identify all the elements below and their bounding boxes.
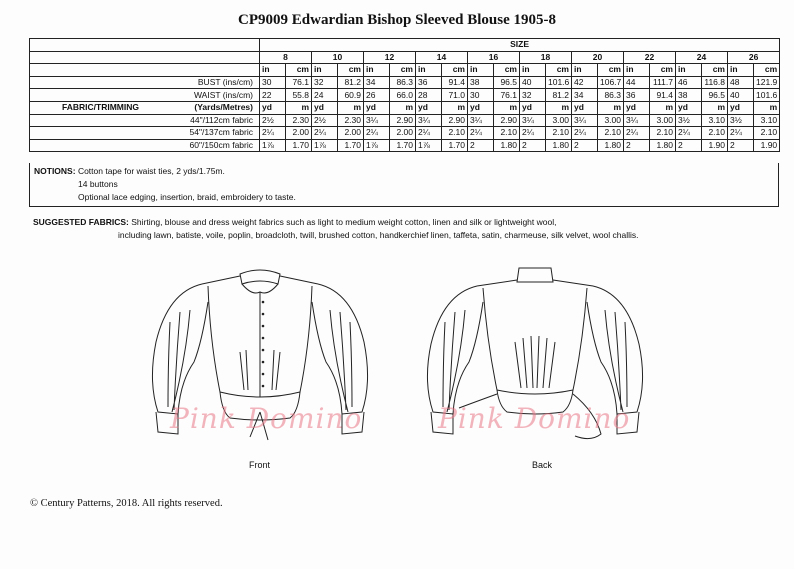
fabric-row bbox=[30, 139, 780, 152]
waist-in: 22 bbox=[260, 89, 286, 102]
fabric-header-row bbox=[30, 101, 780, 114]
fabric-m: 1.70 bbox=[286, 139, 312, 152]
fabric-yd: 2¼ bbox=[520, 127, 546, 140]
fabric-m: 2.00 bbox=[338, 127, 364, 140]
fabric-m: 2.90 bbox=[442, 114, 468, 127]
notions-label: NOTIONS: bbox=[34, 166, 76, 176]
suggested-label: SUGGESTED FABRICS: bbox=[33, 217, 129, 227]
fabric-m: 2.10 bbox=[546, 127, 572, 140]
fabric-yd: 2¼ bbox=[468, 127, 494, 140]
size-number: 20 bbox=[572, 51, 624, 64]
bust-cm: 81.2 bbox=[338, 76, 364, 89]
fabric-yd: 2¼ bbox=[364, 127, 390, 140]
fabric-m: 2.10 bbox=[754, 127, 780, 140]
bust-in: 46 bbox=[676, 76, 702, 89]
size-number: 10 bbox=[312, 51, 364, 64]
unit-yd: yd bbox=[676, 101, 702, 114]
waist-cm: 66.0 bbox=[390, 89, 416, 102]
fabric-m: 3.00 bbox=[546, 114, 572, 127]
fabric-yd: 2 bbox=[728, 139, 754, 152]
unit-yd: yd bbox=[728, 101, 754, 114]
bust-cm: 91.4 bbox=[442, 76, 468, 89]
size-number: 24 bbox=[676, 51, 728, 64]
unit-m: m bbox=[494, 101, 520, 114]
fabric-m: 2.90 bbox=[390, 114, 416, 127]
unit-cm: cm bbox=[494, 64, 520, 77]
size-number-row bbox=[30, 51, 780, 64]
fabric-trimming-label: FABRIC/TRIMMING bbox=[62, 102, 139, 113]
unit-yd: yd bbox=[260, 101, 286, 114]
bust-cm: 96.5 bbox=[494, 76, 520, 89]
fabric-row bbox=[30, 127, 780, 140]
unit-m: m bbox=[702, 101, 728, 114]
bust-label: BUST (ins/cm) bbox=[30, 76, 260, 89]
fabric-m: 3.00 bbox=[598, 114, 624, 127]
blank-cell bbox=[30, 51, 260, 64]
blank-cell bbox=[30, 64, 260, 77]
watermark-back: Pink Domino bbox=[438, 402, 631, 435]
fabric-yd: 3¼ bbox=[624, 114, 650, 127]
bust-in: 38 bbox=[468, 76, 494, 89]
waist-cm: 96.5 bbox=[702, 89, 728, 102]
waist-in: 26 bbox=[364, 89, 390, 102]
suggested-fabrics bbox=[33, 216, 773, 242]
fabric-row bbox=[30, 114, 780, 127]
fabric-yd: 1⅞ bbox=[364, 139, 390, 152]
fabric-width-label: 44"/112cm fabric bbox=[30, 114, 260, 127]
unit-cm: cm bbox=[702, 64, 728, 77]
fabric-yd: 1⅞ bbox=[260, 139, 286, 152]
fabric-yd: 2¼ bbox=[728, 127, 754, 140]
bust-in: 32 bbox=[312, 76, 338, 89]
bust-cm: 86.3 bbox=[390, 76, 416, 89]
fabric-yd: 3¼ bbox=[468, 114, 494, 127]
unit-in: in bbox=[260, 64, 286, 77]
fabric-m: 3.10 bbox=[702, 114, 728, 127]
unit-in: in bbox=[624, 64, 650, 77]
fabric-yd: 2¼ bbox=[416, 127, 442, 140]
fabric-yd: 2¼ bbox=[676, 127, 702, 140]
waist-label: WAIST (ins/cm) bbox=[30, 89, 260, 102]
bust-in: 34 bbox=[364, 76, 390, 89]
fabric-yd: 3¼ bbox=[364, 114, 390, 127]
back-caption: Back bbox=[532, 460, 553, 470]
unit-in: in bbox=[468, 64, 494, 77]
unit-row bbox=[30, 64, 780, 77]
fabric-m: 1.90 bbox=[754, 139, 780, 152]
unit-yd: yd bbox=[520, 101, 546, 114]
size-header-row bbox=[30, 39, 780, 52]
waist-in: 32 bbox=[520, 89, 546, 102]
fabric-yd: 3½ bbox=[728, 114, 754, 127]
fabric-yd: 2 bbox=[572, 139, 598, 152]
unit-cm: cm bbox=[598, 64, 624, 77]
front-caption: Front bbox=[249, 460, 271, 470]
unit-cm: cm bbox=[754, 64, 780, 77]
fabric-m: 2.10 bbox=[442, 127, 468, 140]
yards-metres-label: (Yards/Metres) bbox=[194, 102, 253, 113]
size-chart-table bbox=[29, 38, 780, 152]
unit-m: m bbox=[338, 101, 364, 114]
copyright-notice: © Century Patterns, 2018. All rights reserved. bbox=[30, 498, 223, 509]
blank-cell bbox=[30, 39, 260, 52]
unit-in: in bbox=[416, 64, 442, 77]
fabric-m: 2.30 bbox=[286, 114, 312, 127]
fabric-yd: 2 bbox=[676, 139, 702, 152]
fabric-yd: 3¼ bbox=[520, 114, 546, 127]
unit-m: m bbox=[598, 101, 624, 114]
fabric-m: 1.70 bbox=[390, 139, 416, 152]
size-number: 16 bbox=[468, 51, 520, 64]
fabric-yd: 2 bbox=[520, 139, 546, 152]
waist-cm: 91.4 bbox=[650, 89, 676, 102]
waist-in: 36 bbox=[624, 89, 650, 102]
fabric-m: 1.70 bbox=[338, 139, 364, 152]
unit-cm: cm bbox=[286, 64, 312, 77]
fabric-yd: 1⅞ bbox=[416, 139, 442, 152]
fabric-yd: 3¼ bbox=[572, 114, 598, 127]
fabric-m: 2.90 bbox=[494, 114, 520, 127]
waist-in: 24 bbox=[312, 89, 338, 102]
fabric-m: 3.10 bbox=[754, 114, 780, 127]
waist-cm: 81.2 bbox=[546, 89, 572, 102]
unit-cm: cm bbox=[650, 64, 676, 77]
size-number: 22 bbox=[624, 51, 676, 64]
waist-cm: 60.9 bbox=[338, 89, 364, 102]
unit-m: m bbox=[390, 101, 416, 114]
unit-yd: yd bbox=[416, 101, 442, 114]
bust-in: 40 bbox=[520, 76, 546, 89]
notions-line-1: Cotton tape for waist ties, 2 yds/1.75m. bbox=[77, 166, 225, 176]
fabric-m: 2.00 bbox=[286, 127, 312, 140]
waist-in: 28 bbox=[416, 89, 442, 102]
notions-line-2: 14 buttons bbox=[78, 179, 118, 189]
fabric-m: 1.80 bbox=[546, 139, 572, 152]
bust-cm: 116.8 bbox=[702, 76, 728, 89]
unit-in: in bbox=[572, 64, 598, 77]
unit-yd: yd bbox=[364, 101, 390, 114]
unit-in: in bbox=[728, 64, 754, 77]
unit-yd: yd bbox=[468, 101, 494, 114]
page-title: CP9009 Edwardian Bishop Sleeved Blouse 1905-8 bbox=[238, 12, 556, 28]
unit-cm: cm bbox=[390, 64, 416, 77]
unit-cm: cm bbox=[546, 64, 572, 77]
fabric-yd: 2½ bbox=[260, 114, 286, 127]
bust-cm: 106.7 bbox=[598, 76, 624, 89]
size-number: 12 bbox=[364, 51, 416, 64]
waist-cm: 76.1 bbox=[494, 89, 520, 102]
fabric-m: 1.70 bbox=[442, 139, 468, 152]
suggested-line-1: Shirting, blouse and dress weight fabrics such as light to medium weight cotton, linen and silk or lightweight wool, bbox=[131, 217, 557, 227]
fabric-yd: 3¼ bbox=[416, 114, 442, 127]
fabric-m: 3.00 bbox=[650, 114, 676, 127]
unit-in: in bbox=[364, 64, 390, 77]
fabric-width-label: 60"/150cm fabric bbox=[30, 139, 260, 152]
bust-cm: 101.6 bbox=[546, 76, 572, 89]
fabric-yd: 2½ bbox=[312, 114, 338, 127]
fabric-m: 1.80 bbox=[650, 139, 676, 152]
unit-in: in bbox=[676, 64, 702, 77]
unit-yd: yd bbox=[624, 101, 650, 114]
bust-in: 30 bbox=[260, 76, 286, 89]
fabric-yd: 3½ bbox=[676, 114, 702, 127]
notions-box bbox=[29, 163, 779, 207]
size-number: 8 bbox=[260, 51, 312, 64]
fabric-m: 2.30 bbox=[338, 114, 364, 127]
unit-cm: cm bbox=[338, 64, 364, 77]
fabric-yd: 2¼ bbox=[260, 127, 286, 140]
fabric-m: 1.80 bbox=[494, 139, 520, 152]
unit-cm: cm bbox=[442, 64, 468, 77]
fabric-yd: 2¼ bbox=[624, 127, 650, 140]
fabric-m: 2.10 bbox=[494, 127, 520, 140]
unit-in: in bbox=[520, 64, 546, 77]
bust-in: 44 bbox=[624, 76, 650, 89]
unit-m: m bbox=[754, 101, 780, 114]
bust-in: 48 bbox=[728, 76, 754, 89]
bust-in: 36 bbox=[416, 76, 442, 89]
bust-cm: 76.1 bbox=[286, 76, 312, 89]
fabric-m: 1.90 bbox=[702, 139, 728, 152]
fabric-header-cell bbox=[30, 101, 260, 114]
bust-row bbox=[30, 76, 780, 89]
fabric-m: 2.00 bbox=[390, 127, 416, 140]
waist-in: 30 bbox=[468, 89, 494, 102]
unit-yd: yd bbox=[572, 101, 598, 114]
fabric-width-label: 54"/137cm fabric bbox=[30, 127, 260, 140]
unit-m: m bbox=[650, 101, 676, 114]
unit-yd: yd bbox=[312, 101, 338, 114]
unit-m: m bbox=[442, 101, 468, 114]
size-number: 18 bbox=[520, 51, 572, 64]
fabric-m: 1.80 bbox=[598, 139, 624, 152]
waist-in: 38 bbox=[676, 89, 702, 102]
size-number: 26 bbox=[728, 51, 780, 64]
fabric-yd: 2¼ bbox=[572, 127, 598, 140]
unit-m: m bbox=[286, 101, 312, 114]
fabric-yd: 2¼ bbox=[312, 127, 338, 140]
waist-row bbox=[30, 89, 780, 102]
fabric-m: 2.10 bbox=[650, 127, 676, 140]
unit-m: m bbox=[546, 101, 572, 114]
fabric-m: 2.10 bbox=[702, 127, 728, 140]
waist-in: 34 bbox=[572, 89, 598, 102]
fabric-yd: 1⅞ bbox=[312, 139, 338, 152]
fabric-yd: 2 bbox=[624, 139, 650, 152]
size-label: SIZE bbox=[260, 39, 780, 52]
size-number: 14 bbox=[416, 51, 468, 64]
bust-cm: 121.9 bbox=[754, 76, 780, 89]
suggested-line-2: including lawn, batiste, voile, poplin, broadcloth, twill, brushed cotton, handkerchief linen, taffeta, satin, charmeuse, silk velvet, wool challis. bbox=[118, 230, 639, 240]
notions-line-3: Optional lace edging, insertion, braid, embroidery to taste. bbox=[78, 192, 296, 202]
bust-cm: 111.7 bbox=[650, 76, 676, 89]
watermark-front: Pink Domino bbox=[170, 402, 363, 435]
fabric-yd: 2 bbox=[468, 139, 494, 152]
fabric-m: 2.10 bbox=[598, 127, 624, 140]
waist-cm: 71.0 bbox=[442, 89, 468, 102]
bust-in: 42 bbox=[572, 76, 598, 89]
waist-cm: 55.8 bbox=[286, 89, 312, 102]
waist-cm: 101.6 bbox=[754, 89, 780, 102]
waist-cm: 86.3 bbox=[598, 89, 624, 102]
unit-in: in bbox=[312, 64, 338, 77]
waist-in: 40 bbox=[728, 89, 754, 102]
